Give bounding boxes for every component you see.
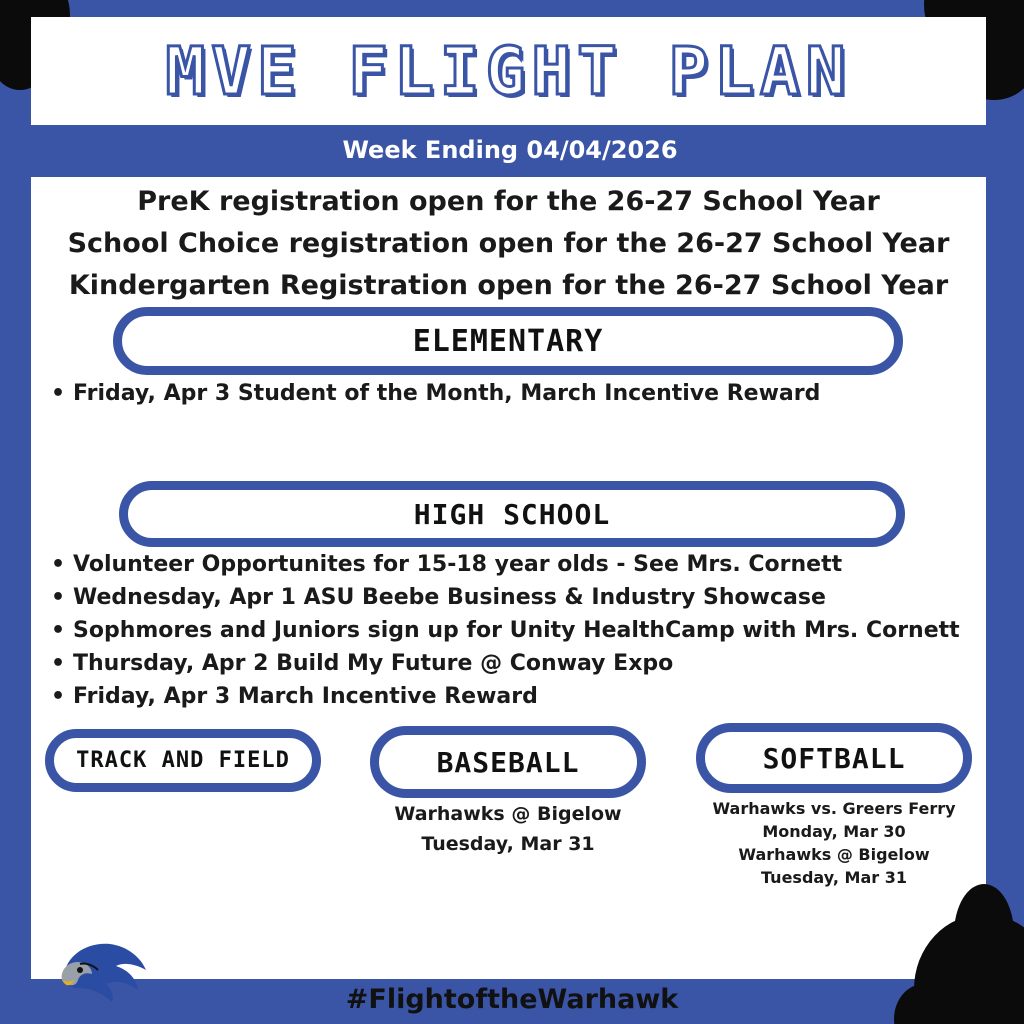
- schedule-line: Tuesday, Mar 31: [761, 868, 907, 887]
- track-heading: [45, 729, 321, 792]
- track-heading-label: TRACK AND FIELD: [76, 748, 290, 773]
- elementary-heading: [113, 307, 903, 375]
- announcement: School Choice registration open for the 26-27 School Year: [67, 228, 950, 259]
- list-item: • Thursday, Apr 2 Build My Future @ Conway Expo: [51, 647, 960, 680]
- schedule-line: Warhawks @ Bigelow: [738, 845, 930, 864]
- schedule-line: Monday, Mar 30: [762, 822, 906, 841]
- baseball-heading: [370, 726, 646, 798]
- high-school-heading-label: HIGH SCHOOL: [413, 497, 611, 531]
- hashtag: #FlightoftheWarhawk: [345, 984, 679, 1015]
- softball-heading-label: SOFTBALL: [762, 741, 906, 775]
- baseball-heading-label: BASEBALL: [436, 745, 580, 779]
- week-ending: Week Ending 04/04/2026: [342, 136, 678, 164]
- baseball-schedule: [370, 799, 646, 859]
- high-school-heading: [119, 481, 905, 547]
- list-item: • Volunteer Opportunites for 15-18 year olds - See Mrs. Cornett: [51, 548, 960, 581]
- softball-heading: [696, 723, 972, 793]
- main-panel: [31, 177, 986, 979]
- schedule-line: Warhawks vs. Greers Ferry: [712, 799, 956, 818]
- high-school-list: [51, 548, 960, 713]
- decor-blob: [954, 884, 1014, 984]
- announcements: [31, 181, 986, 307]
- announcement: PreK registration open for the 26-27 School Year: [137, 186, 880, 217]
- page-title: MVE FLIGHT PLAN: [165, 32, 852, 110]
- list-item: • Friday, Apr 3 Student of the Month, March Incentive Reward: [51, 377, 820, 410]
- list-item: • Wednesday, Apr 1 ASU Beebe Business & Industry Showcase: [51, 581, 960, 614]
- softball-schedule: [686, 797, 982, 889]
- list-item: • Friday, Apr 3 March Incentive Reward: [51, 680, 960, 713]
- elementary-heading-label: ELEMENTARY: [412, 323, 604, 359]
- schedule-line: Warhawks @ Bigelow: [394, 803, 622, 825]
- title-panel: [31, 17, 986, 125]
- elementary-list: [51, 377, 820, 410]
- schedule-line: Tuesday, Mar 31: [421, 833, 595, 855]
- list-item: • Sophmores and Juniors sign up for Unity HealthCamp with Mrs. Cornett: [51, 614, 960, 647]
- announcement: Kindergarten Registration open for the 26-27 School Year: [68, 270, 949, 301]
